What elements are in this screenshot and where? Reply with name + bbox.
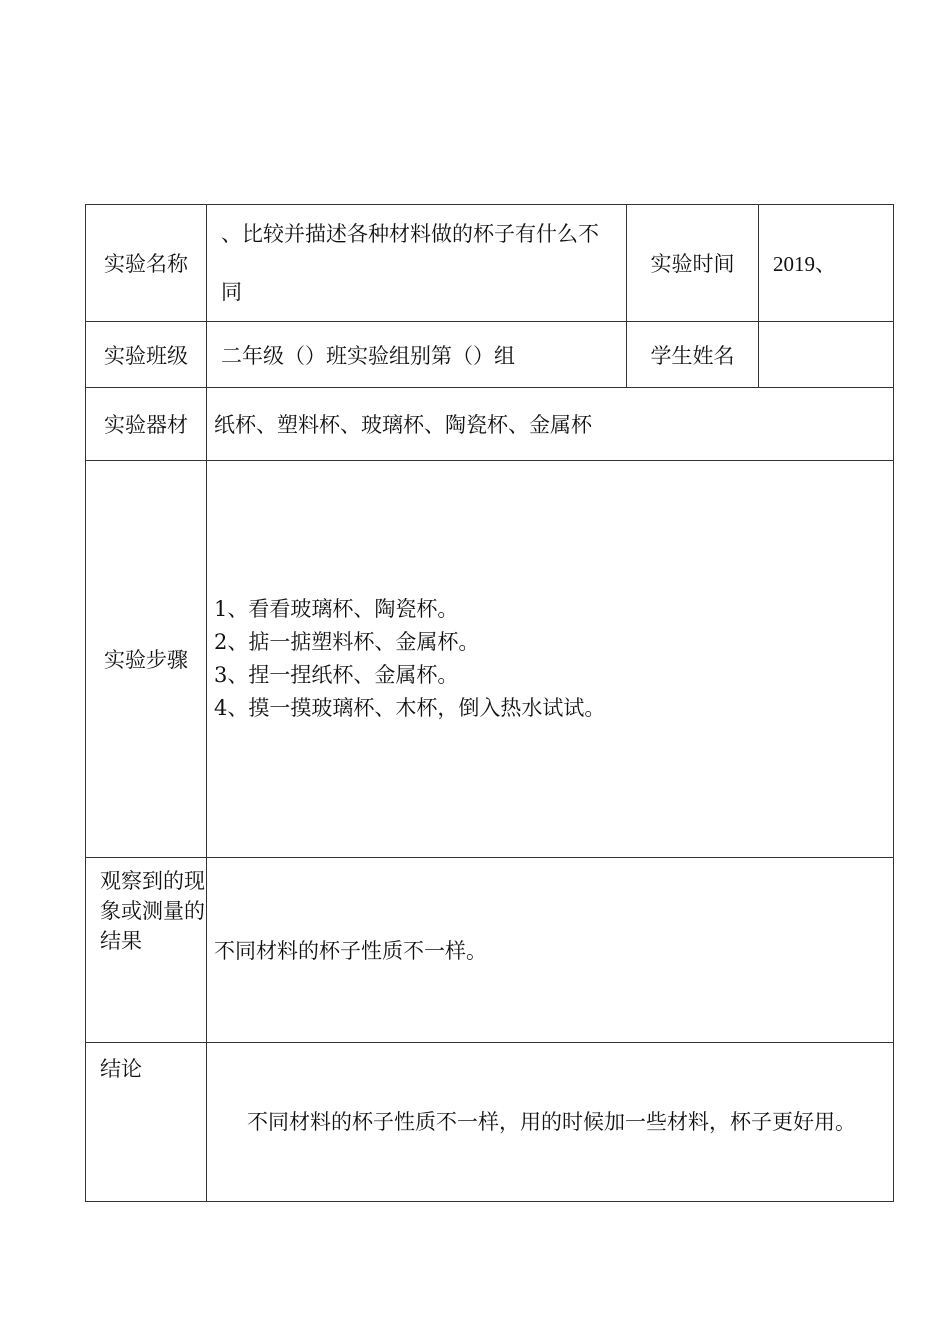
experiment-time-label: 实验时间 xyxy=(627,205,759,322)
observation-value: 不同材料的杯子性质不一样。 xyxy=(207,858,894,1043)
conclusion-cell xyxy=(207,1043,894,1202)
conclusion-label: 结论 xyxy=(86,1043,207,1202)
step-item: 3、捏一捏纸杯、金属杯。 xyxy=(214,663,459,687)
observation-label: 观察到的现象或测量的结果 xyxy=(86,858,207,1043)
conclusion-row xyxy=(86,1043,894,1202)
student-name-value xyxy=(759,322,894,388)
experiment-name-cell xyxy=(207,205,627,322)
experiment-steps-row xyxy=(86,461,894,858)
experiment-class-value: 二年级（）班实验组别第（）组 xyxy=(207,322,627,388)
experiment-name-row xyxy=(86,205,894,322)
experiment-name-label: 实验名称 xyxy=(86,205,207,322)
experiment-equipment-value: 纸杯、塑料杯、玻璃杯、陶瓷杯、金属杯 xyxy=(207,388,894,461)
step-item: 4、摸一摸玻璃杯、木杯，倒入热水试试。 xyxy=(214,696,606,720)
experiment-steps-label: 实验步骤 xyxy=(86,461,207,858)
experiment-steps-cell xyxy=(207,461,894,858)
experiment-name-value: 、比较并描述各种材料做的杯子有什么不同 xyxy=(221,222,599,304)
conclusion-value: 不同材料的杯子性质不一样，用的时候加一些材料，杯子更好用。 xyxy=(247,1110,856,1134)
step-item: 1、看看玻璃杯、陶瓷杯。 xyxy=(214,597,459,621)
experiment-equipment-row xyxy=(86,388,894,461)
student-name-label: 学生姓名 xyxy=(627,322,759,388)
experiment-steps-list xyxy=(214,593,885,725)
experiment-equipment-label: 实验器材 xyxy=(86,388,207,461)
experiment-class-label: 实验班级 xyxy=(86,322,207,388)
experiment-class-row xyxy=(86,322,894,388)
step-item: 2、掂一掂塑料杯、金属杯。 xyxy=(214,630,480,654)
experiment-time-value: 2019、 xyxy=(759,205,894,322)
observation-row xyxy=(86,858,894,1043)
experiment-report-table xyxy=(85,204,894,1202)
